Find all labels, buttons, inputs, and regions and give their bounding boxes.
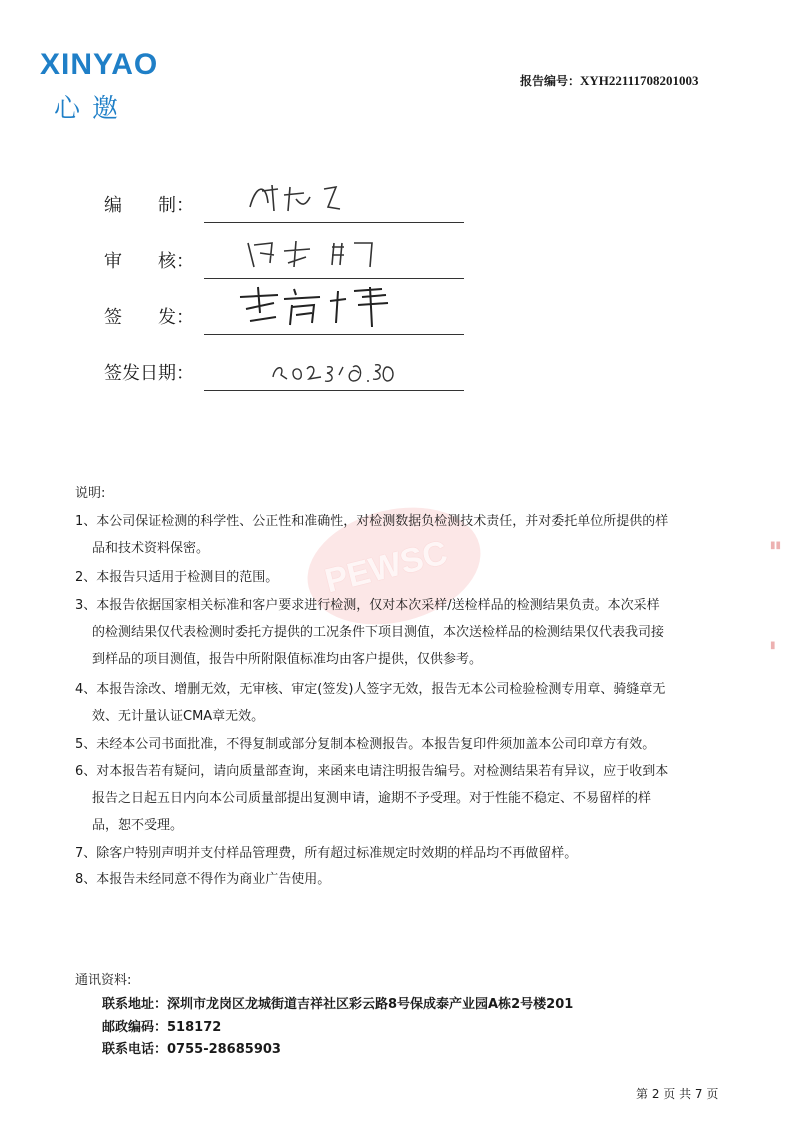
contact-label: 邮政编码： xyxy=(102,1020,168,1035)
note-line: 品，恕不受理。 xyxy=(92,818,184,833)
report-number-label: 报告编号： xyxy=(520,74,581,88)
contact-address xyxy=(102,993,573,1012)
signature-underline xyxy=(204,222,464,223)
report-number xyxy=(520,72,698,89)
note-item xyxy=(75,592,730,673)
watermark-stamp-text: PEWSC xyxy=(321,533,452,601)
note-line: 7、除客户特别声明并支付样品管理费，所有超过标准规定时效期的样品均不再做留样。 xyxy=(75,846,578,861)
note-line: 2、本报告只适用于检测目的范围。 xyxy=(75,570,279,585)
signature-label: 审 核： xyxy=(104,251,194,272)
contact-value: 深圳市龙岗区龙城街道吉祥社区彩云路8号保成泰产业园A栋2号楼201 xyxy=(167,997,574,1012)
note-line: 到样品的项目测值，报告中所附限值标准均由客户提供，仅供参考。 xyxy=(92,652,483,667)
signature-label: 签发日期： xyxy=(104,363,194,384)
signature-row-issued xyxy=(104,295,464,335)
handwritten-signature xyxy=(244,177,394,221)
note-item xyxy=(75,758,730,839)
report-number-value: XYH22111708201003 xyxy=(580,73,699,88)
contact-label: 联系电话： xyxy=(102,1042,168,1057)
seam-stamp-mark: ▮ xyxy=(770,640,776,651)
signature-underline xyxy=(204,390,464,391)
signature-label: 签 发： xyxy=(104,307,194,328)
contact-phone xyxy=(102,1038,281,1057)
signature-row-compiled xyxy=(104,183,464,223)
note-line: 8、本报告未经同意不得作为商业广告使用。 xyxy=(75,872,331,887)
note-item xyxy=(75,866,730,893)
note-line: 3、本报告依据国家相关标准和客户要求进行检测，仅对本次采样/送检样品的检测结果负责。本次采样 xyxy=(75,598,660,613)
note-line: 效、无计量认证CMA章无效。 xyxy=(92,709,265,724)
contact-title: 通讯资料: xyxy=(75,973,132,988)
contact-postcode xyxy=(102,1016,221,1035)
contact-value: 0755-28685903 xyxy=(167,1042,281,1057)
notes-title: 说明: xyxy=(75,486,106,501)
note-line: 报告之日起五日内向本公司质量部提出复测申请，逾期不予受理。对于性能不稳定、不易留样的样 xyxy=(92,791,652,806)
contact-value: 518172 xyxy=(167,1020,222,1035)
handwritten-signature xyxy=(234,283,414,333)
note-item xyxy=(75,564,730,591)
note-line: 的检测结果仅代表检测时委托方提供的工况条件下项目测值，本次送检样品的检测结果仅代表我司接 xyxy=(92,625,665,640)
seam-stamp-mark: ▮▮ xyxy=(770,540,782,551)
note-line: 5、未经本公司书面批准，不得复制或部分复制本检测报告。本报告复印件须加盖本公司印章方有效。 xyxy=(75,737,656,752)
note-line: 6、对本报告若有疑问，请向质量部查询，来函来电请注明报告编号。对检测结果若有异议，应于收到本 xyxy=(75,764,669,779)
contact-label: 联系地址： xyxy=(102,997,168,1012)
note-line: 4、本报告涂改、增删无效，无审核、审定(签发)人签字无效，报告无本公司检验检测专用章、骑缝章无 xyxy=(75,682,666,697)
company-logo xyxy=(40,48,180,128)
note-item xyxy=(75,731,730,758)
note-line: 1、本公司保证检测的科学性、公正性和准确性，对检测数据负检测技术责任，并对委托单位所提供的样 xyxy=(75,514,669,529)
signature-row-date xyxy=(104,351,464,391)
signature-underline xyxy=(204,334,464,335)
note-item xyxy=(75,508,730,562)
handwritten-signature xyxy=(244,233,394,277)
handwritten-date xyxy=(269,351,399,389)
note-item xyxy=(75,676,730,730)
signature-row-reviewed xyxy=(104,239,464,279)
page-number: 第 2 页 共 7 页 xyxy=(636,1087,719,1101)
logo-english: XINYAO xyxy=(40,48,159,81)
signature-underline xyxy=(204,278,464,279)
logo-chinese: 心邀 xyxy=(54,94,131,124)
note-line: 品和技术资料保密。 xyxy=(92,541,210,556)
note-item xyxy=(75,840,730,867)
signature-label: 编 制： xyxy=(104,195,194,216)
